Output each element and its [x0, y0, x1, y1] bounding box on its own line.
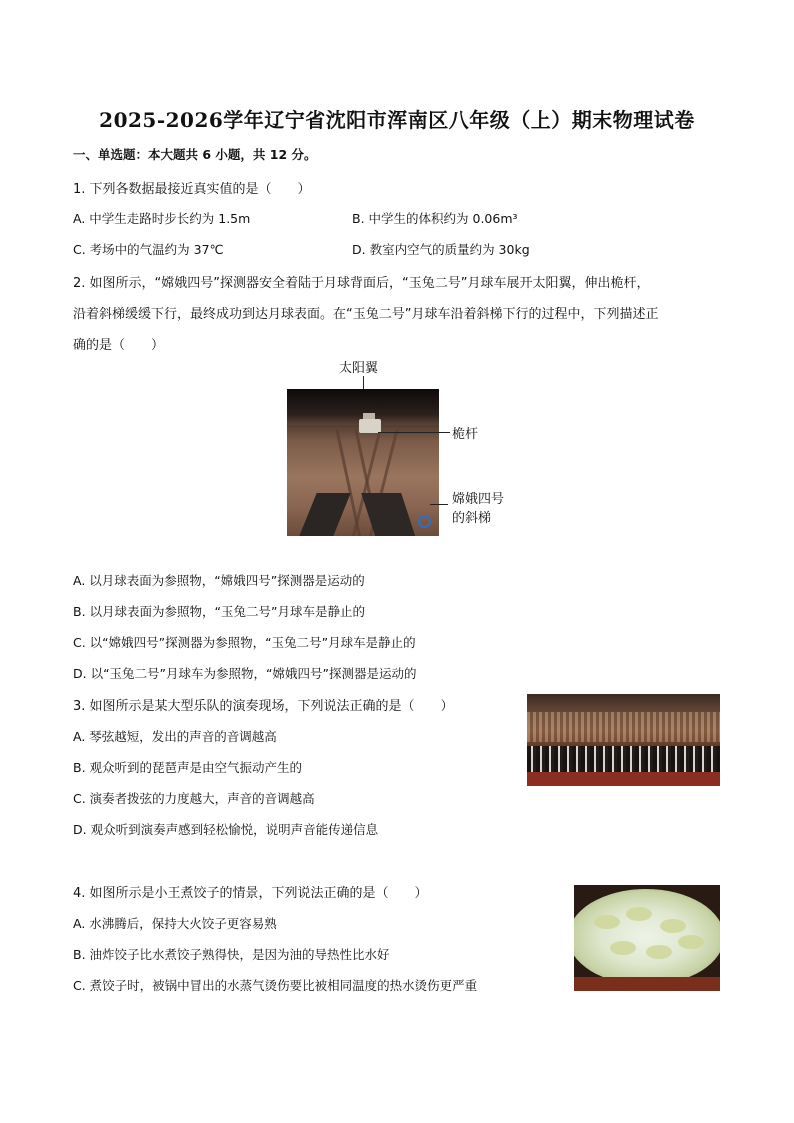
q3-option-a: A. 琴弦越短，发出的声音的音调越高: [73, 729, 277, 744]
q3-option-b: B. 观众听到的琵琶声是由空气振动产生的: [73, 760, 303, 775]
q2-stem-line3: 确的是（ ）: [73, 338, 165, 353]
q1-option-d: D. 教室内空气的质量约为 30kg: [352, 242, 530, 257]
q3-option-c: C. 演奏者拨弦的力度越大，声音的音调越高: [73, 791, 315, 806]
q2-option-c: C. 以“嫦娥四号”探测器为参照物，“玉兔二号”月球车是静止的: [73, 635, 416, 650]
q4-option-c: C. 煮饺子时，被锅中冒出的水蒸气烫伤要比被相同温度的热水烫伤更严重: [73, 978, 478, 993]
q3-stem: 3. 如图所示是某大型乐队的演奏现场，下列说法正确的是（ ）: [73, 699, 454, 714]
q3-option-d: D. 观众听到演奏声感到轻松愉悦，说明声音能传递信息: [73, 822, 379, 837]
ramp-leader-line: [430, 504, 448, 505]
label-ramp-1: 嫦娥四号: [452, 492, 505, 507]
q2-option-d: D. 以“玉兔二号”月球车为参照物，“嫦娥四号”探测器是运动的: [73, 666, 417, 681]
q1-option-b: B. 中学生的体积约为 0.06m³: [352, 211, 518, 226]
mast-leader-line: [378, 432, 450, 433]
q1-option-c: C. 考场中的气温约为 37℃: [73, 242, 224, 257]
q2-stem-line2: 沿着斜梯缓缓下行，最终成功到达月球表面。在“玉兔二号”月球车沿着斜梯下行的过程中，下列描述正: [73, 307, 659, 322]
dumplings-photo: [574, 885, 720, 991]
q2-option-a: A. 以月球表面为参照物，“嫦娥四号”探测器是运动的: [73, 573, 365, 588]
orchestra-photo: [527, 694, 720, 786]
section-heading: 一、单选题：本大题共 6 小题，共 12 分。: [73, 147, 317, 162]
q2-stem-line1: 2. 如图所示，“嫦娥四号”探测器安全着陆于月球背面后，“玉兔二号”月球车展开太阳翼，伸出桅杆，: [73, 276, 650, 291]
q4-stem: 4. 如图所示是小王煮饺子的情景，下列说法正确的是（ ）: [73, 886, 428, 901]
exam-title: 2025-2026学年辽宁省沈阳市浑南区八年级（上）期末物理试卷: [99, 108, 695, 132]
label-solar-wing: 太阳翼: [339, 361, 379, 376]
q1-option-a: A. 中学生走路时步长约为 1.5m: [73, 211, 251, 226]
label-mast: 桅杆: [452, 427, 479, 442]
q2-option-b: B. 以月球表面为参照物，“玉兔二号”月球车是静止的: [73, 604, 365, 619]
q4-option-a: A. 水沸腾后，保持大火饺子更容易熟: [73, 916, 277, 931]
moon-rover-photo: [287, 389, 439, 536]
q1-stem: 1. 下列各数据最接近真实值的是（ ）: [73, 182, 311, 197]
label-ramp-2: 的斜梯: [452, 511, 492, 526]
q4-option-b: B. 油炸饺子比水煮饺子熟得快，是因为油的导热性比水好: [73, 947, 390, 962]
